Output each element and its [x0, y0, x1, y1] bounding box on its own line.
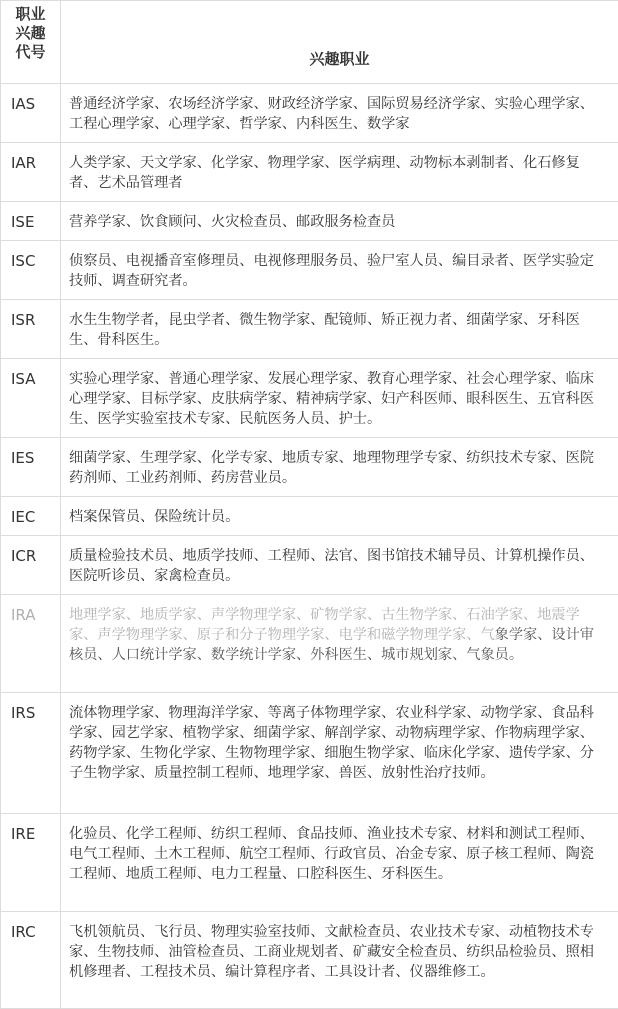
table-row [1, 693, 618, 814]
table-row [1, 241, 618, 300]
table-row [1, 912, 618, 1009]
table-row [1, 359, 618, 438]
table-row [1, 84, 618, 143]
row-jobs: 流体物理学家、物理海洋学家、等离子体物理学家、农业科学家、动物学家、食品科学家、园艺学家、植物学家、细菌学家、解剖学家、动物病理学家、作物病理学家、药物学家、生物化学家、生物物理学家、细胞生物学家、临床化学家、遗传学家、分子生物学家、质量控制工程师、地理学家、兽医、放射性治疗技师。 [61, 693, 618, 814]
row-jobs: 细菌学家、生理学家、化学专家、地质专家、地理物理学专家、纺织技术专家、医院药剂师、工业药剂师、药房营业员。 [61, 438, 618, 497]
row-code: IES [1, 438, 61, 497]
row-jobs: 人类学家、天文学家、化学家、物理学家、医学病理、动物标本剥制者、化石修复者、艺术品管理者 [61, 143, 618, 202]
header-code-column [1, 1, 61, 84]
header-code-line: 职业 [1, 5, 60, 24]
table-row [1, 202, 618, 241]
row-code: IEC [1, 497, 61, 536]
row-code: ISE [1, 202, 61, 241]
row-code: IAR [1, 143, 61, 202]
table-row [1, 595, 618, 693]
table-row [1, 497, 618, 536]
table-row [1, 814, 618, 912]
row-jobs: 实验心理学家、普通心理学家、发展心理学家、教育心理学家、社会心理学家、临床心理学家、目标学家、皮肤病学家、精神病学家、妇产科医师、眼科医生、五官科医生、医学实验室技术专家、民航医务人员、护士。 [61, 359, 618, 438]
table-header-row [1, 1, 618, 84]
row-code: ISA [1, 359, 61, 438]
table-row [1, 536, 618, 595]
table-row [1, 438, 618, 497]
row-jobs: 侦察员、电视播音室修理员、电视修理服务员、验尸室人员、编目录者、医学实验定技师、调查研究者。 [61, 241, 618, 300]
row-code: ISR [1, 300, 61, 359]
row-code: IRA [1, 595, 61, 693]
header-jobs-column: 兴趣职业 [61, 1, 618, 84]
header-code-line: 兴趣 [1, 24, 60, 43]
row-code: ISC [1, 241, 61, 300]
table-row [1, 300, 618, 359]
row-jobs: 水生生物学者，昆虫学者、微生物学家、配镜师、矫正视力者、细菌学家、牙科医生、骨科医生。 [61, 300, 618, 359]
row-code: IRE [1, 814, 61, 912]
row-jobs [61, 595, 618, 693]
row-jobs-faded-text: 地理学家、地质学家、声学物理学家、矿物学家、古生物学家、石油学家、地震学家、声学物理学家、原子和分子物理学家、电学和磁学物理学家、气 [69, 607, 580, 643]
row-jobs: 质量检验技术员、地质学技师、工程师、法官、图书馆技术辅导员、计算机操作员、医院听诊员、家禽检查员。 [61, 536, 618, 595]
row-code: IAS [1, 84, 61, 143]
row-jobs: 化验员、化学工程师、纺织工程师、食品技师、渔业技术专家、材料和测试工程师、电气工程师、土木工程师、航空工程师、行政官员、冶金专家、原子核工程师、陶瓷工程师、地质工程师、电力工程量、口腔科医生、牙科医生。 [61, 814, 618, 912]
row-code: IRC [1, 912, 61, 1009]
header-code-line: 代号 [1, 43, 60, 62]
row-code: IRS [1, 693, 61, 814]
row-code: ICR [1, 536, 61, 595]
row-jobs: 飞机领航员、飞行员、物理实验室技师、文献检查员、农业技术专家、动植物技术专家、生物技师、油管检查员、工商业规划者、矿藏安全检查员、纺织品检验员、照相机修理者、工程技术员、编计算程序者、工具设计者、仪器维修工。 [61, 912, 618, 1009]
row-jobs: 营养学家、饮食顾问、火灾检查员、邮政服务检查员 [61, 202, 618, 241]
row-jobs-text: 象学家、设计审核员、人口统计学家、数学统计学家、外科医生、城市规划家、气象员。 [69, 627, 594, 663]
row-jobs: 普通经济学家、农场经济学家、财政经济学家、国际贸易经济学家、实验心理学家、工程心理学家、心理学家、哲学家、内科医生、数学家 [61, 84, 618, 143]
table-row [1, 143, 618, 202]
row-jobs: 档案保管员、保险统计员。 [61, 497, 618, 536]
